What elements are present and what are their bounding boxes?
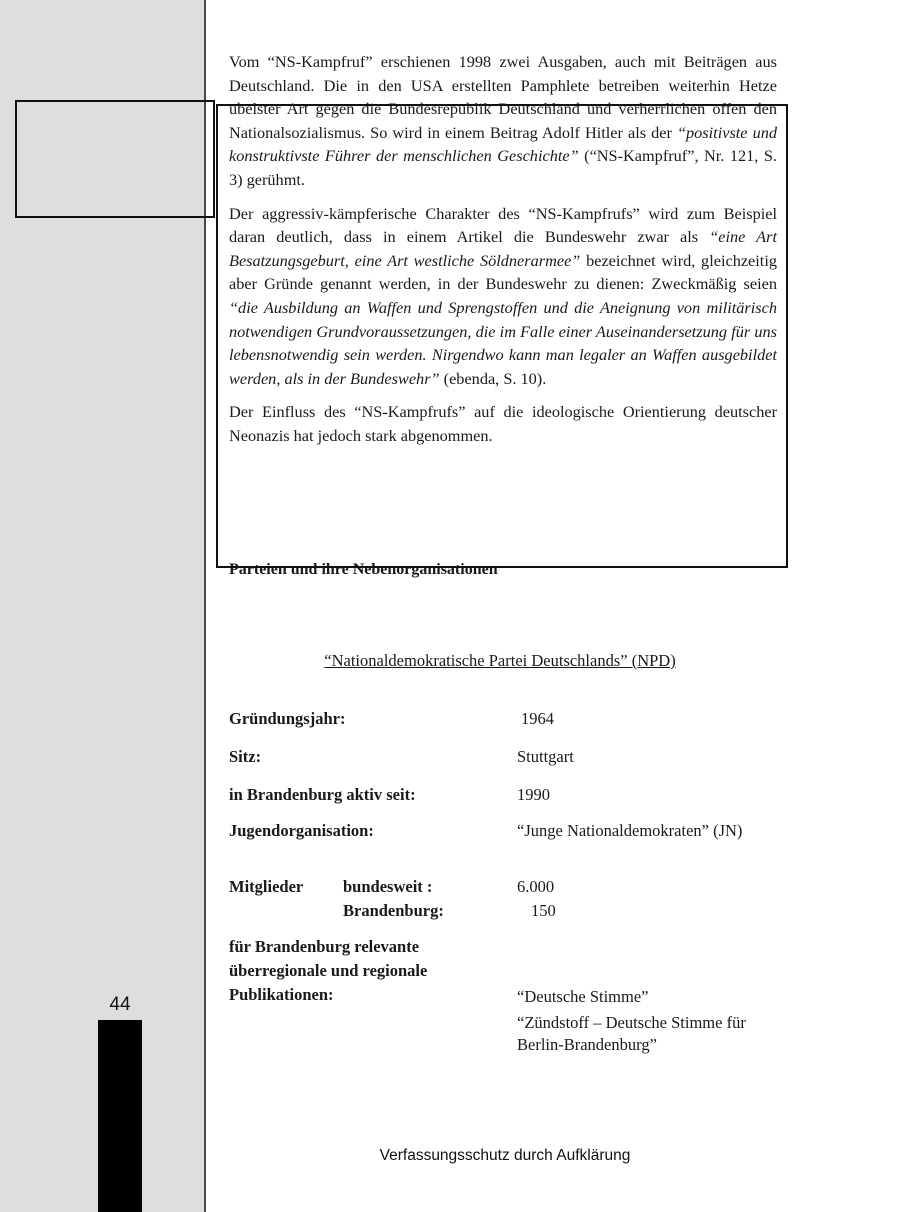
youth-label: Jugendorganisation: [229, 821, 374, 840]
paragraph-1-quote: “positivste und konstruktivste Führer der menschlichen Geschichte” [229, 122, 777, 166]
paragraph-2-text-c: (ebenda, S. 10). [439, 368, 547, 388]
members-bb-value: 150 [531, 901, 556, 920]
pub-label-line-1: für Brandenburg relevante [229, 937, 420, 956]
founded-label: Gründungsjahr: [229, 709, 346, 728]
info-row-youth [229, 820, 789, 864]
pub-value-2: “Zündstoff – Deutsche Stimme für Berlin-Brandenburg” [517, 1013, 746, 1054]
party-title: “Nationaldemokratische Partei Deutschlands” (NPD) [324, 651, 676, 670]
annotation-frame-small [15, 100, 215, 218]
section-heading: Parteien und ihre Nebenorganisationen [229, 561, 498, 578]
page-footer: Verfassungsschutz durch Aufklärung [379, 1147, 631, 1164]
pub-value-1: “Deutsche Stimme” [517, 987, 649, 1006]
info-row-publications-values [229, 986, 789, 1056]
members-national-label: bundesweit : [343, 877, 433, 896]
youth-value: “Junge Nationaldemokraten” (JN) [517, 821, 743, 840]
pub-label-line-2: überregionale und regionale [229, 961, 428, 980]
paragraph-1-text-b: (“NS-Kampfruf”, Nr. 121, S. 3) gerühmt. [229, 146, 777, 189]
paragraph-2-quote-a: “eine Art Besatzungsgeburt, eine Art westliche Söldnerarmee” [229, 227, 777, 270]
seat-value: Stuttgart [517, 747, 574, 766]
page-number: 44 [109, 994, 131, 1015]
paragraph-3: Der Einfluss des “NS-Kampfrufs” auf die ideologische Orientierung deutscher Neonazis hat jedoch stark abgenommen. [229, 402, 777, 445]
members-national-value: 6.000 [517, 877, 555, 896]
annotation-frame-large [216, 104, 788, 568]
active-label: in Brandenburg aktiv seit: [229, 785, 416, 804]
members-bb-label: Brandenburg: [343, 901, 444, 920]
active-value: 1990 [517, 785, 550, 804]
paragraph-2-text-b: bezeichnet wird, gleichzeitig aber Gründe genannt werden, in der Bundeswehr zu dienen: Zweckmäßig seien [229, 250, 777, 294]
paragraph-2-text-a: Der aggressiv-kämpferische Charakter des “NS-Kampfrufs” wird zum Beispiel daran deutlich, dass in einem Artikel die Bundeswehr zwar als [229, 203, 777, 247]
members-label: Mitglieder [229, 877, 304, 896]
pub-label-line-3: Publikationen: [229, 985, 334, 1004]
seat-label: Sitz: [229, 747, 262, 766]
paragraph-1-text-a: Vom “NS-Kampfruf” erschienen 1998 zwei Ausgaben, auch mit Beiträgen aus Deutschland. Die in den USA erstellten Pamphlete betreiben weiterhin Hetze übelster Art gegen die Bundesrepublik Deutschland und verherrlichen offen den Nationalsozialismus. So wird in einem Beitrag Adolf Hitler als der [229, 52, 777, 142]
thumb-index-bar [98, 1020, 142, 1212]
paragraph-2-quote-b: “die Ausbildung an Waffen und Sprengstoffen und die Aneignung von militärisch notwendigen Grundvoraussetzungen, die im Falle einer Auseinandersetzung für uns lebensnotwendig sein werden. Nirgendwo kann man legaler an Waffen ausgebildet werden, als in der Bundeswehr” [229, 297, 777, 388]
founded-value: 1964 [521, 709, 554, 728]
